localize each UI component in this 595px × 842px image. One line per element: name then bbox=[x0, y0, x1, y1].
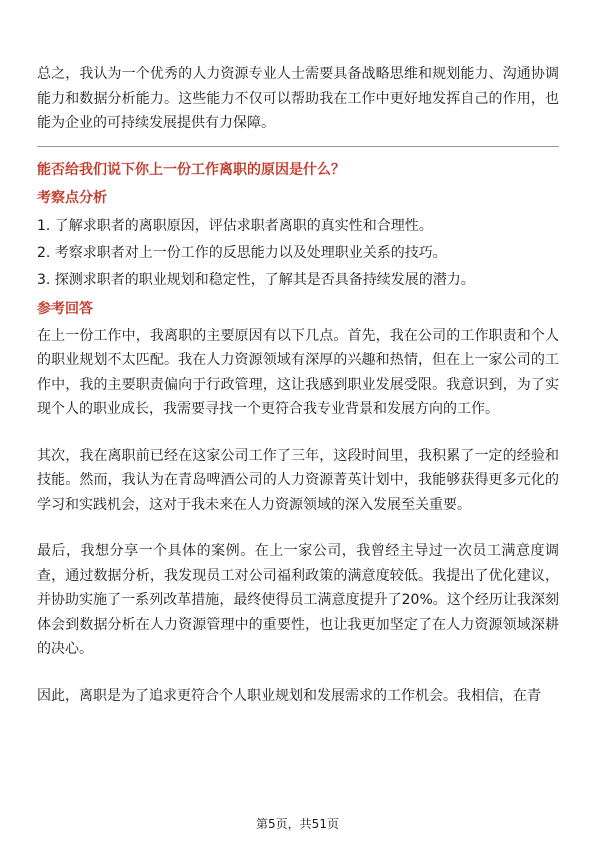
analysis-point-2: 2. 考察求职者对上一份工作的反思能力以及处理职业关系的技巧。 bbox=[37, 244, 447, 261]
analysis-title: 考察点分析 bbox=[37, 189, 107, 206]
analysis-point-3: 3. 探测求职者的职业规划和稳定性，了解其是否具备持续发展的潜力。 bbox=[37, 271, 475, 288]
answer-paragraph-2: 其次，我在离职前已经在这家公司工作了三年，这段时间里，我积累了一定的经验和技能。然而，我认为在青岛啤酒公司的人力资源菁英计划中，我能够获得更多元化的学习和实践机会，这对于我未来在人力资源领域的深入发展至关重要。 bbox=[37, 447, 559, 513]
interview-question: 能否给我们说下你上一份工作离职的原因是什么？ bbox=[37, 161, 345, 178]
section-divider bbox=[37, 146, 559, 147]
answer-paragraph-1: 在上一份工作中，我离职的主要原因有以下几点。首先，我在公司的工作职责和个人的职业规划不太匹配。我在人力资源领域有深厚的兴趣和热情，但在上一家公司的工作中，我的主要职责偏向于行政管理，这让我感到职业发展受限。我意识到，为了实现个人的职业成长，我需要寻找一个更符合我专业背景和发展方向的工作。 bbox=[37, 327, 559, 417]
answer-paragraph-3: 最后，我想分享一个具体的案例。在上一家公司，我曾经主导过一次员工满意度调查，通过数据分析，我发现员工对公司福利政策的满意度较低。我提出了优化建议，并协助实施了一系列改革措施，最终使得员工满意度提升了20%。这个经历让我深刻体会到数据分析在人力资源管理中的重要性，也让我更加坚定了在人力资源领域深耕的决心。 bbox=[37, 543, 559, 657]
page-content bbox=[37, 62, 559, 708]
paragraph-gap bbox=[37, 517, 559, 539]
answer-title: 参考回答 bbox=[37, 300, 93, 317]
answer-paragraph-4: 因此，离职是为了追求更符合个人职业规划和发展需求的工作机会。我相信，在青 bbox=[37, 687, 541, 704]
analysis-point-1: 1. 了解求职者的离职原因，评估求职者离职的真实性和合理性。 bbox=[37, 217, 433, 234]
paragraph-gap bbox=[37, 662, 559, 684]
intro-paragraph: 总之，我认为一个优秀的人力资源专业人士需要具备战略思维和规划能力、沟通协调能力和数据分析能力。这些能力不仅可以帮助我在工作中更好地发挥自己的作用，也能为企业的可持续发展提供有力保障。 bbox=[37, 66, 559, 131]
page-number: 第5页，共51页 bbox=[256, 817, 339, 831]
paragraph-gap bbox=[37, 422, 559, 444]
